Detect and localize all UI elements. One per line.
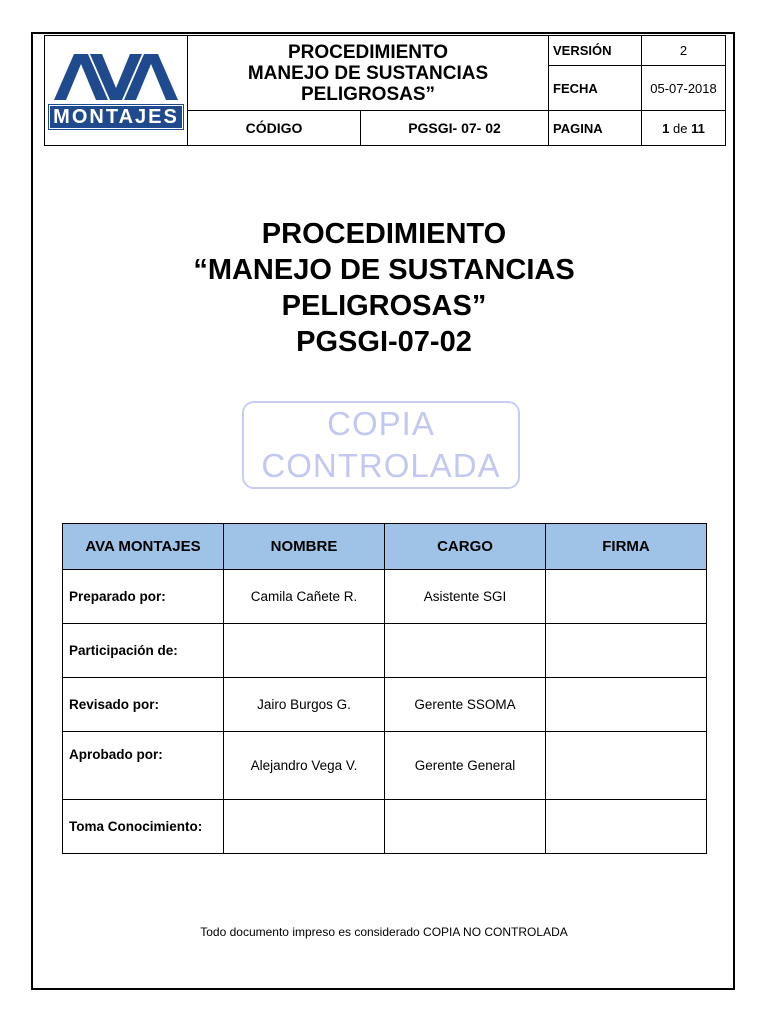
table-row	[63, 678, 707, 732]
controlled-copy-stamp	[242, 401, 520, 489]
document-header	[44, 35, 726, 146]
row-name: Alejandro Vega V.	[224, 732, 385, 800]
header-title	[188, 36, 549, 111]
company-logo	[45, 52, 187, 130]
page-current: 1	[662, 120, 670, 136]
row-role: Preparado por:	[63, 570, 224, 624]
date-value: 05-07-2018	[642, 66, 726, 111]
row-signature	[546, 678, 707, 732]
page-label: PAGINA	[549, 111, 642, 146]
row-signature	[546, 570, 707, 624]
row-name: Jairo Burgos G.	[224, 678, 385, 732]
header-title-line-1: PROCEDIMIENTO	[287, 41, 449, 63]
stamp-line-1: COPIA	[327, 405, 435, 442]
date-label: FECHA	[549, 66, 642, 111]
row-name	[224, 624, 385, 678]
table-row	[63, 800, 707, 854]
table-row	[63, 732, 707, 800]
version-value: 2	[642, 36, 726, 66]
ava-logo-icon	[52, 52, 180, 102]
code-value: PGSGI- 07- 02	[361, 111, 549, 146]
page-of: de	[673, 120, 688, 136]
row-role: Aprobado por:	[63, 732, 224, 800]
title-line-3: PELIGROSAS”	[281, 290, 487, 322]
row-signature	[546, 624, 707, 678]
page-number	[642, 111, 726, 146]
title-line-1: PROCEDIMIENTO	[261, 218, 507, 250]
table-row	[63, 570, 707, 624]
document-title	[84, 216, 684, 360]
row-role: Toma Conocimiento:	[63, 800, 224, 854]
logo-montajes-text: MONTAJES	[48, 104, 184, 130]
header-position: CARGO	[385, 524, 546, 570]
row-name	[224, 800, 385, 854]
approval-table	[62, 523, 707, 854]
code-label: CÓDIGO	[188, 111, 361, 146]
header-title-line-2: MANEJO DE SUSTANCIAS	[247, 62, 489, 84]
stamp-line-2: CONTROLADA	[261, 447, 501, 484]
row-position: Gerente General	[385, 732, 546, 800]
version-label: VERSIÓN	[549, 36, 642, 66]
table-row	[63, 624, 707, 678]
row-position	[385, 624, 546, 678]
row-position: Asistente SGI	[385, 570, 546, 624]
row-signature	[546, 800, 707, 854]
row-role: Participación de:	[63, 624, 224, 678]
row-position: Gerente SSOMA	[385, 678, 546, 732]
header-name: NOMBRE	[224, 524, 385, 570]
row-name: Camila Cañete R.	[224, 570, 385, 624]
row-role: Revisado por:	[63, 678, 224, 732]
logo-cell	[45, 36, 188, 146]
footer-note: Todo documento impreso es considerado COPIA NO CONTROLADA	[200, 925, 568, 939]
header-title-line-3: PELIGROSAS”	[300, 83, 436, 105]
header-signature: FIRMA	[546, 524, 707, 570]
approval-table-header	[63, 524, 707, 570]
header-company: AVA MONTAJES	[63, 524, 224, 570]
title-line-2: “MANEJO DE SUSTANCIAS	[193, 254, 575, 286]
page-total: 11	[691, 120, 705, 136]
title-line-4: PGSGI-07-02	[296, 326, 472, 358]
row-signature	[546, 732, 707, 800]
row-position	[385, 800, 546, 854]
